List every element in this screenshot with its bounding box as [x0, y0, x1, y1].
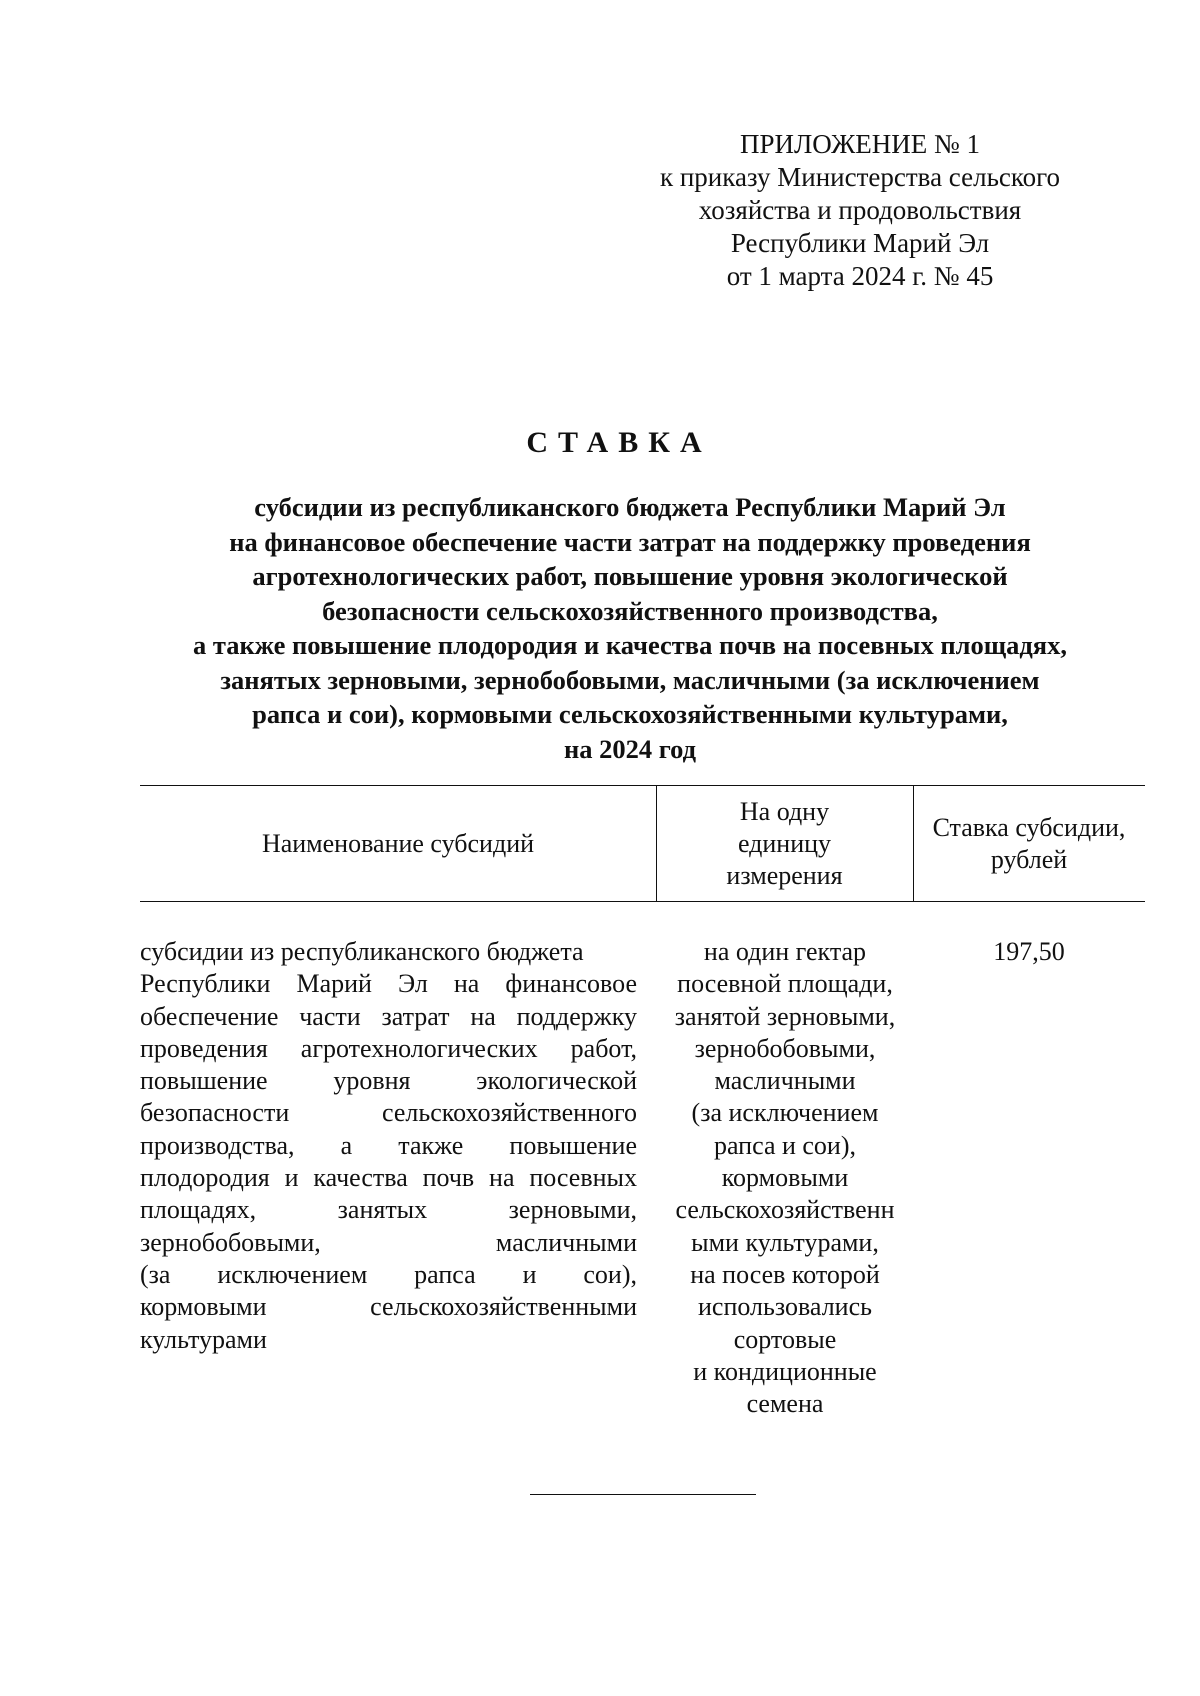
table-cell-subsidy-name	[140, 936, 637, 1356]
cell-line: и кондиционные	[693, 1356, 877, 1386]
table-cell-unit	[640, 936, 930, 1420]
header-label: На одну	[739, 796, 830, 826]
table-cell-rate-value: 197,50	[993, 937, 1065, 966]
subtitle-line: агротехнологических работ, повышение уровня экологической	[252, 561, 1008, 591]
header-label: Наименование субсидий	[261, 828, 535, 858]
cell-line: производства, а также повышение	[140, 1130, 637, 1160]
cell-line: кормовыми	[721, 1163, 849, 1193]
cell-line: площадях, занятых зерновыми,	[140, 1195, 637, 1225]
subtitle-line: а также повышение плодородия и качества почв на посевных площадях,	[193, 630, 1067, 660]
cell-line: культурами	[140, 1324, 267, 1354]
cell-line: зернобобовыми, масличными	[140, 1227, 637, 1257]
header-label: единицу	[737, 828, 832, 858]
cell-line: посевной площади,	[677, 969, 893, 999]
cell-line: (за исключением	[691, 1098, 879, 1128]
subtitle-line: занятых зерновыми, зернобобовыми, масличными (за исключением	[220, 664, 1040, 695]
cell-line: рапса и сои),	[713, 1130, 857, 1160]
cell-line: семена	[746, 1389, 824, 1419]
cell-line: масличными	[714, 1066, 856, 1096]
document-title: СТАВКА	[526, 426, 712, 459]
cell-line: (за исключением рапса и сои),	[140, 1259, 637, 1289]
cell-line: повышение уровня экологической	[140, 1066, 637, 1096]
subtitle-line: на финансовое обеспечение части затрат на поддержку проведения	[229, 526, 1031, 557]
header-label: рублей	[990, 844, 1068, 874]
appendix-ref-line: к приказу Министерства сельского	[659, 162, 1061, 192]
cell-line: на один гектар	[703, 937, 867, 966]
cell-line: сельскохозяйственн	[675, 1195, 895, 1225]
header-label: измерения	[726, 860, 843, 890]
cell-line: обеспечение части затрат на поддержку	[140, 1001, 637, 1031]
cell-line: безопасности сельскохозяйственного	[140, 1098, 637, 1128]
document-subtitle	[130, 490, 1130, 766]
cell-line: на посев которой	[690, 1259, 880, 1289]
cell-line: сортовые	[733, 1324, 837, 1354]
subtitle-line: рапса и сои), кормовыми сельскохозяйственными культурами,	[252, 699, 1008, 729]
appendix-date-number: от 1 марта 2024 г. № 45	[726, 261, 994, 291]
cell-line: Республики Марий Эл на финансовое	[140, 969, 637, 999]
cell-line: занятой зерновыми,	[674, 1001, 896, 1031]
table-header-border	[140, 901, 1145, 902]
cell-line: использовались	[698, 1292, 872, 1322]
header-unit	[656, 786, 913, 901]
header-subsidy-rate	[913, 786, 1145, 901]
appendix-ref-line: Республики Марий Эл	[730, 228, 990, 258]
header-subsidy-name	[140, 786, 656, 901]
subtitle-line: безопасности сельскохозяйственного производства,	[322, 595, 938, 626]
document-end-rule	[530, 1494, 756, 1495]
cell-line: ыми культурами,	[691, 1227, 879, 1257]
appendix-ref-line: хозяйства и продовольствия	[698, 195, 1022, 225]
appendix-number: ПРИЛОЖЕНИЕ № 1	[739, 129, 981, 159]
header-label: Ставка субсидии,	[932, 812, 1126, 842]
cell-line: плодородия и качества почв на посевных	[140, 1163, 637, 1193]
subtitle-line: на 2024 год	[563, 733, 697, 764]
subtitle-line: субсидии из республиканского бюджета Республики Марий Эл	[254, 492, 1006, 522]
cell-line: субсидии из республиканского бюджета	[140, 937, 584, 966]
cell-line: кормовыми сельскохозяйственными	[140, 1292, 637, 1322]
appendix-header	[600, 128, 1120, 293]
cell-line: зернобобовыми,	[694, 1033, 876, 1063]
cell-line: проведения агротехнологических работ,	[140, 1033, 637, 1063]
